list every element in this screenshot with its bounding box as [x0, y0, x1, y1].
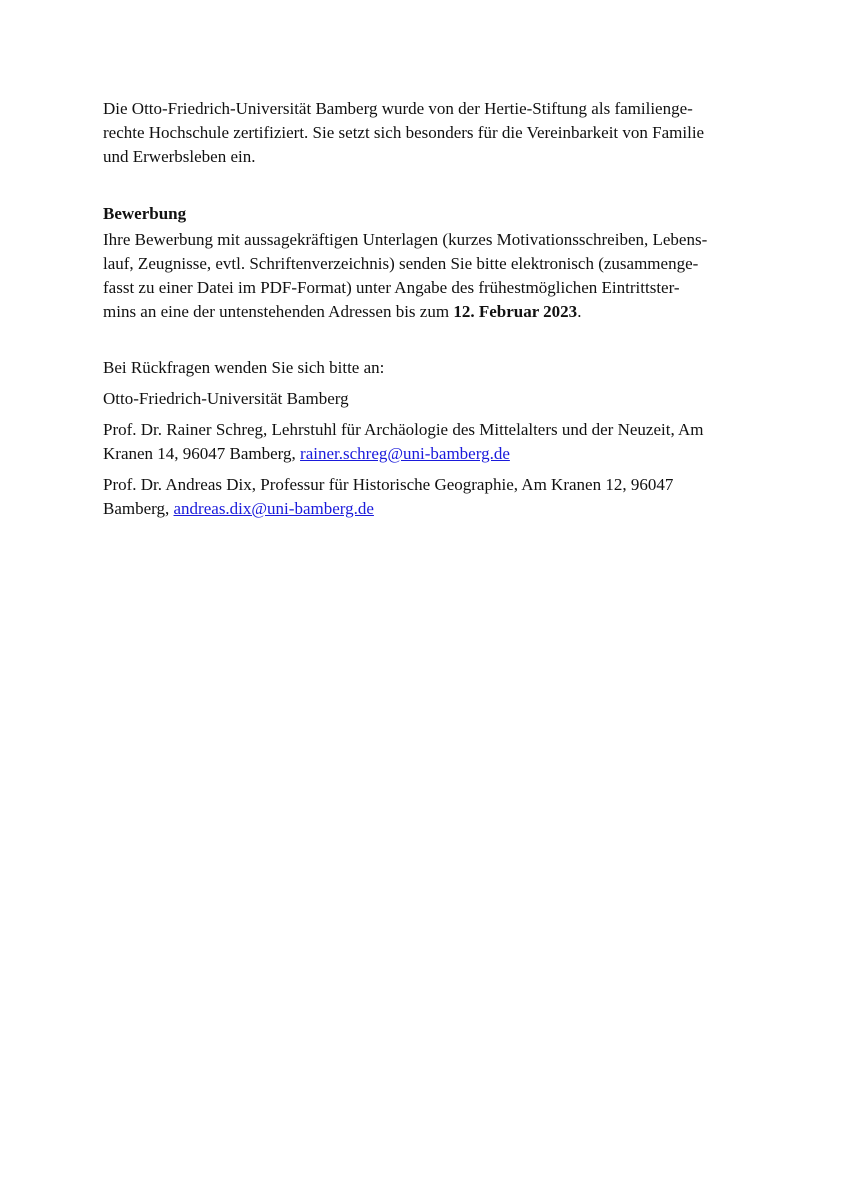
contact-address: Kranen 14, 96047 Bamberg,	[103, 444, 301, 463]
contact-organization: Otto-Friedrich-Universität Bamberg	[103, 389, 349, 408]
application-deadline: 12. Februar 2023	[453, 302, 578, 321]
paragraph-line: und Erwerbsleben ein.	[103, 147, 256, 166]
email-link-dix[interactable]: andreas.dix@uni-bamberg.de	[173, 499, 374, 518]
paragraph-line: lauf, Zeugnisse, evtl. Schriftenverzeichnis) senden Sie bitte elektronisch (zusammenge-	[103, 254, 699, 273]
contact-person-schreg	[103, 418, 743, 466]
paragraph-line: fasst zu einer Datei im PDF-Format) unter Angabe des frühestmöglichen Eintrittster-	[103, 278, 680, 297]
contact-line: Prof. Dr. Andreas Dix, Professur für Historische Geographie, Am Kranen 12, 96047	[103, 475, 674, 494]
contact-address: Bamberg,	[103, 499, 174, 518]
contact-line: Prof. Dr. Rainer Schreg, Lehrstuhl für Archäologie des Mittelalters und der Neuzeit, Am	[103, 420, 704, 439]
contact-line	[103, 442, 743, 466]
document-body	[103, 97, 743, 528]
email-link-schreg[interactable]: rainer.schreg@uni-bamberg.de	[300, 444, 510, 463]
contact-intro: Bei Rückfragen wenden Sie sich bitte an:	[103, 358, 385, 377]
paragraph-line: rechte Hochschule zertifiziert. Sie setzt sich besonders für die Vereinbarkeit von Familie	[103, 123, 705, 142]
deadline-suffix: .	[577, 302, 582, 321]
application-heading: Bewerbung	[103, 204, 187, 223]
contact-line	[103, 497, 743, 521]
paragraph-line	[103, 300, 743, 324]
paragraph-line: Die Otto-Friedrich-Universität Bamberg wurde von der Hertie-Stiftung als familienge-	[103, 99, 693, 118]
deadline-prefix: mins an eine der untenstehenden Adressen bis zum	[103, 302, 454, 321]
paragraph-line: Ihre Bewerbung mit aussagekräftigen Unterlagen (kurzes Motivationsschreiben, Lebens-	[103, 230, 708, 249]
contact-person-dix	[103, 473, 743, 521]
application-paragraph	[103, 228, 743, 324]
family-friendly-paragraph	[103, 97, 743, 169]
